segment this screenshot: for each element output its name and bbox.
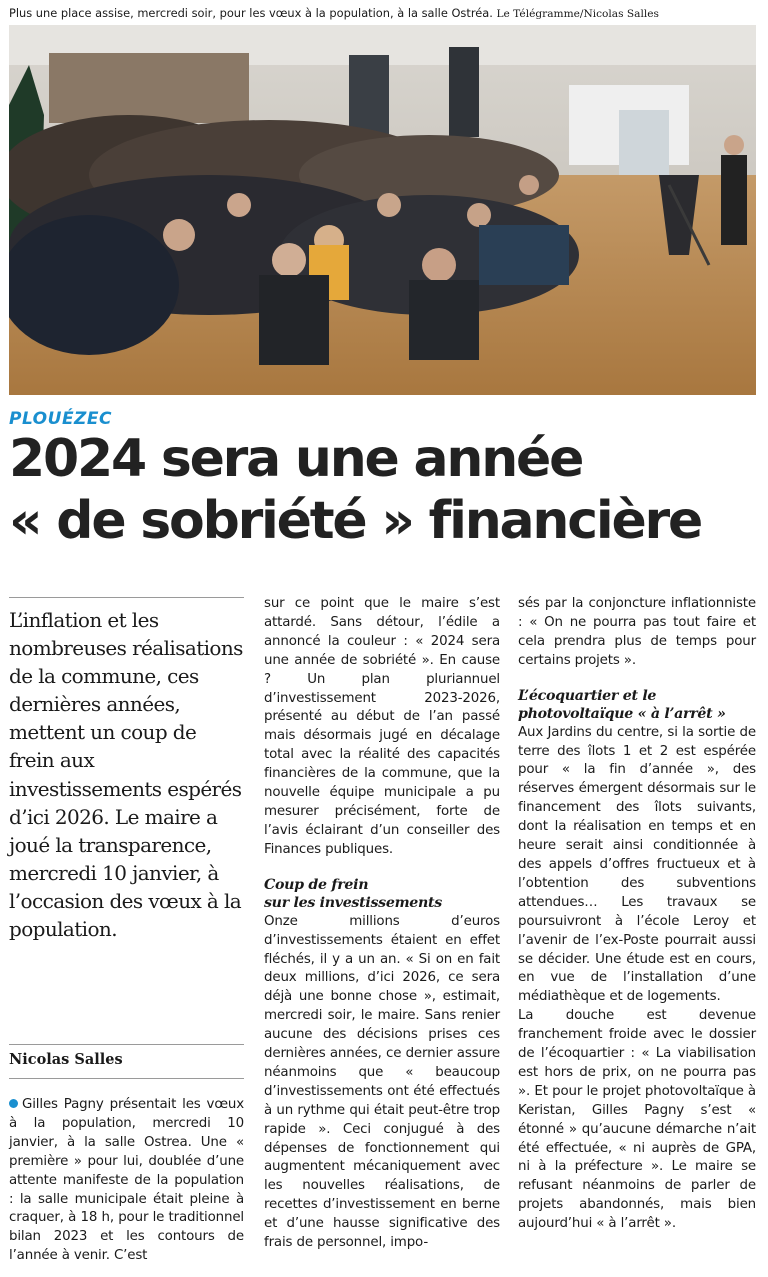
column-2-paragraph-1: sur ce point que le maire s’est attardé. Sans détour, l’édile a annoncé la couleur : « 2024 sera une année de sobriété ». En cause ? Un plan pluriannuel d’investissement 2023-2026, présenté au début de l’an passé mais désormais jugé en décalage total avec la réalité des capacités financières de la commune, que la nouvelle équipe municipale a pu mesurer précisément, forte de l’avis éclairant d’un conseiller des Finances publiques. bbox=[264, 596, 500, 857]
headline bbox=[9, 428, 759, 552]
photo-legend bbox=[9, 1096, 244, 1266]
column-2 bbox=[264, 595, 500, 1253]
photo-legend-text: Gilles Pagny présentait les vœux à la population, mercredi 10 janvier, à la salle Ostrea. Une « première » pour lui, doublée d’une attente manifeste de la population : la salle municipale était pleine à craquer, à 18 h, pour le traditionnel bilan 2023 et les contours de l’année à venir. C’est bbox=[9, 1097, 244, 1264]
column-2-paragraph-2: Onze millions d’euros d’investissements étaient en effet fléchés, il y a un an. « Si on en fait deux millions, d’ici 2026, ce sera déjà une bonne chose », estimait, mercredi soir, le maire. Sans renier aucune des décisions prises ces dernières années, ce dernier assure néanmoins que « beaucoup d’investissements ont été effectués à un rythme qui était peut-être trop rapide ». Ceci conjugué à des dépenses de fonctionnement qui augmentent mécaniquement avec les nouvelles réalisations, de recettes d’investissement en berne et d’une hausse significative des frais de personnel, impo- bbox=[264, 913, 500, 1251]
photo-credit: Le Télégramme/Nicolas Salles bbox=[496, 8, 659, 20]
chapeau-top-rule bbox=[9, 597, 244, 598]
subheading-coup-de-frein: Coup de frein sur les investissements bbox=[264, 876, 442, 912]
headline-line-2: « de sobriété » financière bbox=[9, 491, 702, 551]
column-1 bbox=[9, 1096, 244, 1266]
author-byline: Nicolas Salles bbox=[9, 1051, 123, 1068]
hall-audience-photo bbox=[9, 25, 756, 395]
column-3 bbox=[518, 595, 756, 1234]
author-rule bbox=[9, 1044, 244, 1045]
photo-caption-text: Plus une place assise, mercredi soir, pour les vœux à la population, à la salle Ostréa. bbox=[9, 6, 493, 20]
chapeau: L’inflation et les nombreuses réalisations de la commune, ces dernières années, mettent un coup de frein aux investissements espérés d’ici 2026. Le maire a joué la transparence, mercredi 10 janvier, à l’occasion des vœux à la population. bbox=[9, 608, 243, 942]
photo-caption bbox=[9, 5, 759, 22]
column-3-paragraph-1: sés par la conjoncture inflationniste : « On ne pourra pas tout faire et cela prendra plus de temps pour certains projets ». bbox=[518, 596, 756, 668]
column-3-paragraph-3: La douche est devenue franchement froide avec le dossier de l’écoquartier : « La viabilisation est hors de prix, on ne pourra pas ». Et pour le projet photovoltaïque à Keristan, Gilles Pagny s’est « étonné » qu’aucune démarche n’ait été effectuée, « ni auprès de GPA, ni à la préfecture ». Le maire se refusant néanmoins de parler de projets abandonnés, mais bien aujourd’hui « à l’arrêt ». bbox=[518, 1008, 756, 1232]
column-3-paragraph-2: Aux Jardins du centre, si la sortie de terre des îlots 1 et 2 est espérée pour « la fin d’année », des réserves émergent désormais sur le financement des îlots suivants, dont la réalisation en temps et en heure serait ainsi conditionnée à des appels d’offres fructueux et à l’obtention des subventions attendues… Les travaux se poursuivront à l’école Leroy et l’avenir de l’ex-Poste pourrait aussi se décider. Une étude est en cours, en vue de l’installation d’une médiathèque et de logements. bbox=[518, 724, 756, 1005]
article-photo bbox=[9, 25, 756, 395]
section-kicker: PLOUÉZEC bbox=[9, 409, 112, 429]
legend-rule bbox=[9, 1078, 244, 1079]
headline-line-1: 2024 sera une année bbox=[9, 429, 583, 489]
subheading-ecoquartier: L’écoquartier et le photovoltaïque « à l’arrêt » bbox=[518, 687, 726, 723]
bullet-dot-icon bbox=[9, 1099, 18, 1108]
